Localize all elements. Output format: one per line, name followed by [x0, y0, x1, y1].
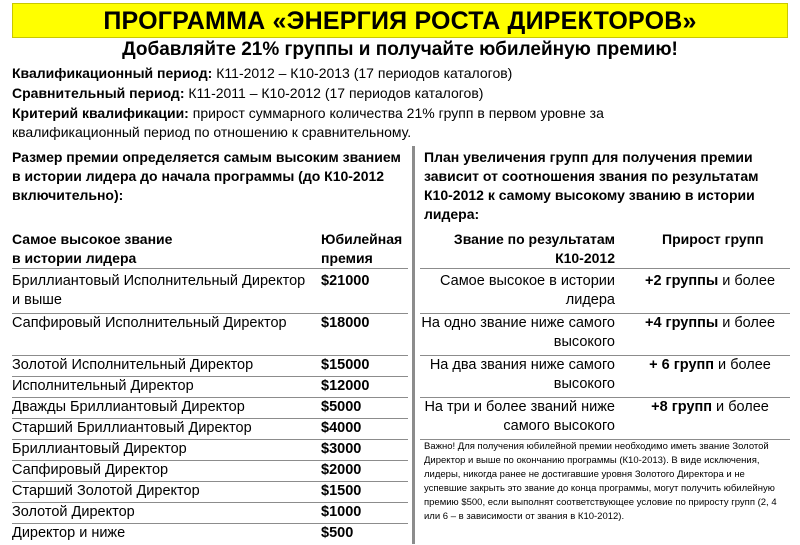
bonus-amount: $15000	[321, 357, 370, 373]
table-row	[420, 314, 790, 356]
growth-plan-heading: План увеличения групп для получения премии зависит от соотношения звания по результатам К10-2012 к самому высокому званию в истории лидера:	[424, 149, 759, 222]
criterion-label: Критерий квалификации:	[12, 105, 189, 121]
rank-title: Сапфировый Директор	[12, 462, 169, 478]
group-growth-suffix: и более	[714, 357, 771, 373]
bonus-amount: $4000	[321, 420, 362, 436]
rank-relation: На два звания ниже самого высокого	[429, 357, 615, 392]
group-growth-amount: +4 группы	[644, 315, 719, 331]
table-row	[420, 272, 790, 314]
bonus-amount: $12000	[321, 378, 370, 394]
table-row	[12, 377, 408, 398]
table-row	[12, 272, 408, 314]
left-col-bonus-header-line2: премия	[321, 250, 373, 266]
right-col-growth-header: Прирост групп	[662, 231, 764, 247]
bonus-amount: $21000	[321, 273, 370, 289]
left-col-rank-header	[12, 230, 172, 268]
bonus-amount: $2000	[321, 462, 362, 478]
group-growth	[635, 356, 785, 375]
table-row	[12, 398, 408, 419]
table-row	[12, 524, 408, 545]
qualification-value: К11-2012 – К10-2013 (17 периодов каталогов)	[212, 65, 513, 81]
bonus-amount: $18000	[321, 315, 370, 331]
rank-relation: На одно звание ниже самого высокого	[421, 315, 615, 350]
group-growth-suffix: и более	[718, 273, 776, 289]
bonus-size-heading: Размер премии определяется самым высоким званием в истории лидера до начала программы (до К10-2012 включительно):	[12, 149, 401, 203]
group-growth	[635, 272, 785, 291]
comparative-period	[12, 84, 483, 103]
left-header-rule	[12, 268, 408, 269]
rank-title: Золотой Директор	[12, 504, 135, 520]
table-row	[12, 503, 408, 524]
group-growth-amount: + 6 групп	[649, 357, 715, 373]
right-col-rank-header	[420, 230, 615, 268]
rank-relation: Самое высокое в истории лидера	[440, 273, 615, 308]
comparative-label: Сравнительный период:	[12, 85, 185, 101]
qualification-criterion	[12, 104, 692, 142]
group-growth-suffix: и более	[718, 315, 776, 331]
right-col-rank-header-line2: К10-2012	[555, 250, 615, 266]
comparative-value: К11-2011 – К10-2012 (17 периодов каталогов)	[184, 85, 484, 101]
table-row	[420, 356, 790, 398]
left-col-rank-header-line1: Самое высокое звание	[12, 231, 173, 247]
rank-title: Дважды Бриллиантовый Директор	[12, 399, 245, 415]
right-col-rank-header-line1: Звание по результатам	[453, 231, 615, 247]
qualification-label: Квалификационный период:	[12, 65, 213, 81]
rank-title: Бриллиантовый Директор	[12, 441, 187, 457]
program-title: ПРОГРАММА «ЭНЕРГИЯ РОСТА ДИРЕКТОРОВ»	[103, 7, 697, 35]
table-row	[420, 398, 790, 440]
table-row	[12, 440, 408, 461]
rank-title: Директор и ниже	[12, 525, 126, 541]
column-divider	[412, 146, 415, 544]
program-subtitle: Добавляйте 21% группы и получайте юбилейную премию!	[122, 39, 678, 60]
criterion-value: прирост суммарного количества 21% групп в первом уровне за квалификационный период по отношению к сравнительному.	[12, 105, 604, 140]
group-growth	[635, 398, 785, 417]
bonus-amount: $1000	[321, 504, 362, 520]
group-growth	[635, 314, 785, 333]
group-growth-amount: +2 группы	[644, 273, 719, 289]
left-col-bonus-header-line1: Юбилейная	[321, 231, 403, 247]
rank-title: Золотой Исполнительный Директор	[12, 357, 254, 373]
bonus-amount: $5000	[321, 399, 362, 415]
bonus-amount: $500	[321, 525, 354, 541]
qualification-period	[12, 64, 512, 83]
program-title-banner	[12, 3, 788, 38]
table-row	[12, 314, 408, 356]
left-col-bonus-header	[321, 230, 402, 268]
right-header-rule	[420, 268, 790, 269]
rank-title: Бриллиантовый Исполнительный Директор и выше	[12, 273, 306, 308]
rank-relation: На три и более званий ниже самого высокого	[424, 399, 615, 434]
important-note: Важно! Для получения юбилейной премии необходимо иметь звание Золотой Директор и выше по окончанию программы (К10-2013). В виде исключения, лидеры, никогда ранее не достигавшие уровня Золотого Директора и не успевшие закрыть это звание до конца программы, могут получить юбилейную премию $500, если выполнят соответствующее условие по приросту групп (2, 4 или 6 – в зависимости от звания в К10-2012).	[424, 441, 777, 522]
rank-title: Старший Золотой Директор	[12, 483, 200, 499]
bonus-amount: $3000	[321, 441, 362, 457]
group-growth-amount: +8 групп	[651, 399, 713, 415]
left-col-rank-header-line2: в истории лидера	[12, 250, 137, 266]
table-row	[12, 461, 408, 482]
table-row	[12, 356, 408, 377]
rank-title: Старший Бриллиантовый Директор	[12, 420, 252, 436]
group-growth-suffix: и более	[712, 399, 769, 415]
table-row	[12, 482, 408, 503]
rank-title: Исполнительный Директор	[12, 378, 194, 394]
rank-title: Сапфировый Исполнительный Директор	[12, 315, 287, 331]
table-row	[12, 419, 408, 440]
bonus-amount: $1500	[321, 483, 362, 499]
